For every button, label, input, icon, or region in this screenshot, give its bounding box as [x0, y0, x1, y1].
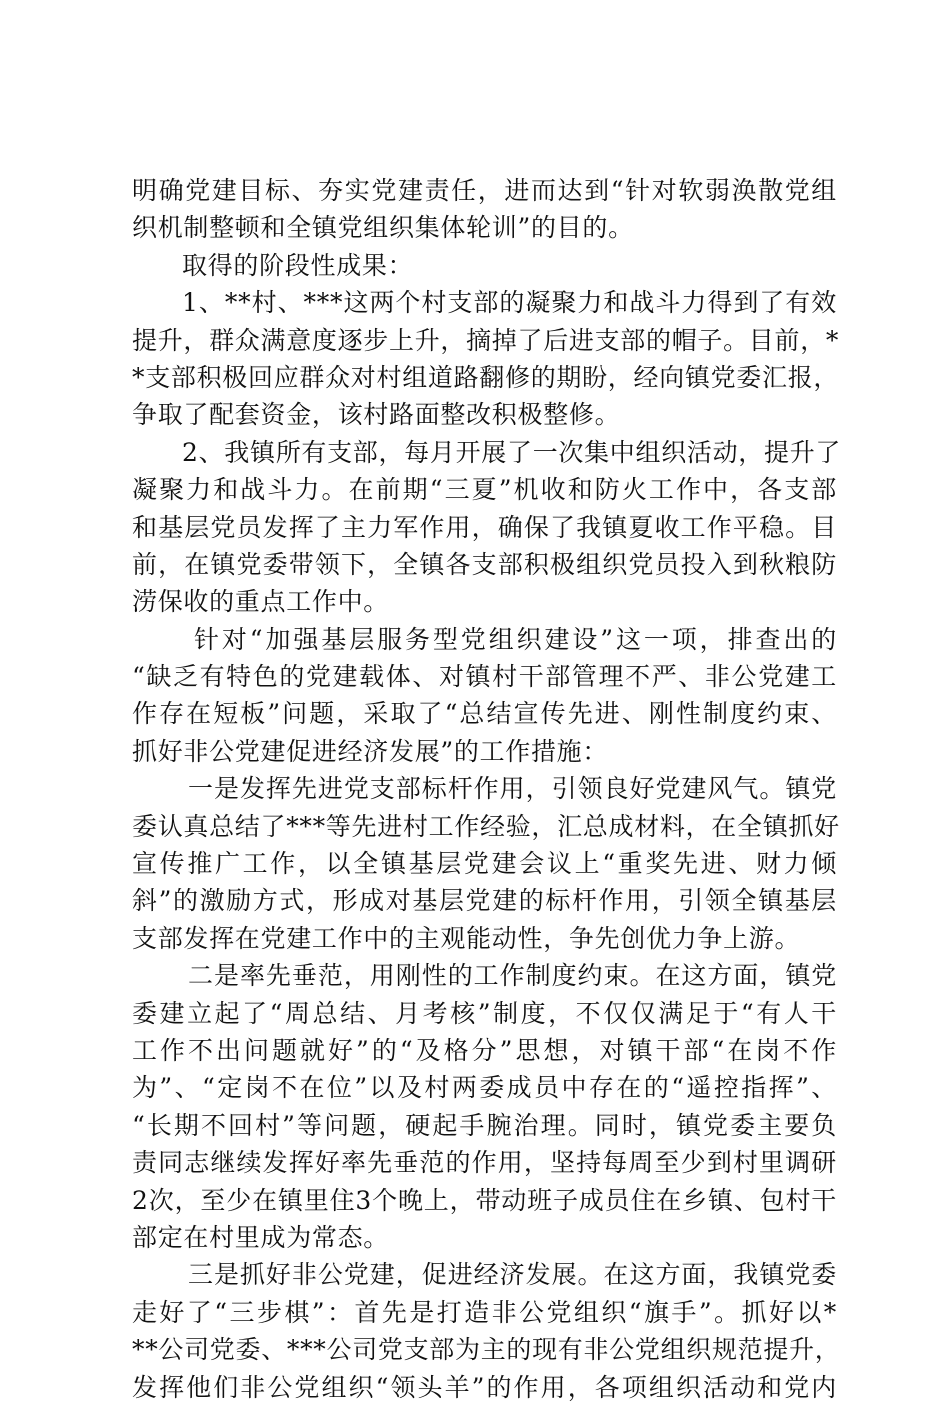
text-line: 宣传推广工作，以全镇基层党建会议上“重奖先进、财力倾: [132, 849, 837, 879]
text-line: 凝聚力和战斗力。在前期“三夏”机收和防火工作中，各支部: [132, 475, 837, 505]
text-line: 委建立起了“周总结、月考核”制度，不仅仅满足于“有人干: [132, 998, 837, 1028]
text-line: 争取了配套资金，该村路面整改积极整修。: [132, 400, 621, 430]
text-line: 2次，至少在镇里住3个晚上，带动班子成员住在乡镇、包村干: [132, 1185, 837, 1215]
text-line: 部定在村里成为常态。: [132, 1222, 390, 1252]
text-line: 委认真总结了***等先进村工作经验，汇总成材料，在全镇抓好: [132, 811, 840, 841]
text-line: 前，在镇党委带领下，全镇各支部积极组织党员投入到秋粮防: [132, 549, 837, 579]
text-line: 一是发挥先进党支部标杆作用，引领良好党建风气。镇党: [188, 774, 837, 804]
text-line: 取得的阶段性成果：: [182, 250, 414, 280]
text-line: 走好了“三步棋”：首先是打造非公党组织“旗手”。抓好以*: [132, 1297, 837, 1327]
text-line: “缺乏有特色的党建载体、对镇村干部管理不严、非公党建工: [132, 662, 837, 692]
text-line: 2、我镇所有支部，每月开展了一次集中组织活动，提升了: [182, 437, 842, 467]
text-line: 1、**村、***这两个村支部的凝聚力和战斗力得到了有效: [182, 288, 837, 318]
text-line: 三是抓好非公党建，促进经济发展。在这方面，我镇党委: [188, 1260, 837, 1290]
document-body: [132, 172, 842, 1406]
text-line: 提升，群众满意度逐步上升，摘掉了后进支部的帽子。目前，*: [132, 325, 840, 355]
text-line: 作存在短板”问题，采取了“总结宣传先进、刚性制度约束、: [132, 699, 837, 729]
text-line: 抓好非公党建促进经济发展”的工作措施：: [132, 736, 609, 766]
text-line: 斜”的激励方式，形成对基层党建的标杆作用，引领全镇基层: [132, 886, 837, 916]
text-line: 明确党建目标、夯实党建责任，进而达到“针对软弱涣散党组: [132, 176, 837, 205]
text-line: “长期不回村”等问题，硬起手腕治理。同时，镇党委主要负: [132, 1110, 837, 1140]
text-line: 工作不出问题就好”的“及格分”思想，对镇干部“在岗不作: [132, 1035, 837, 1065]
text-line: 为”、“定岗不在位”以及村两委成员中存在的“遥控指挥”、: [132, 1073, 837, 1103]
text-line: *支部积极回应群众对村组道路翻修的期盼，经向镇党委汇报，: [132, 362, 840, 392]
text-line: 和基层党员发挥了主力军作用，确保了我镇夏收工作平稳。目: [132, 512, 837, 542]
text-line: 支部发挥在党建工作中的主观能动性，争先创优力争上游。: [132, 923, 801, 953]
text-line: **公司党委、***公司党支部为主的现有非公党组织规范提升，: [132, 1335, 841, 1365]
text-line: 织机制整顿和全镇党组织集体轮训”的目的。: [132, 213, 634, 243]
text-line: 涝保收的重点工作中。: [132, 587, 390, 617]
text-line: 二是率先垂范，用刚性的工作制度约束。在这方面，镇党: [188, 961, 837, 991]
text-line: 责同志继续发挥好率先垂范的作用，坚持每周至少到村里调研: [132, 1148, 837, 1178]
text-line: 针对“加强基层服务型党组织建设”这一项，排查出的: [194, 624, 837, 654]
text-line: 发挥他们非公党组织“领头羊”的作用，各项组织活动和党内: [132, 1372, 837, 1402]
